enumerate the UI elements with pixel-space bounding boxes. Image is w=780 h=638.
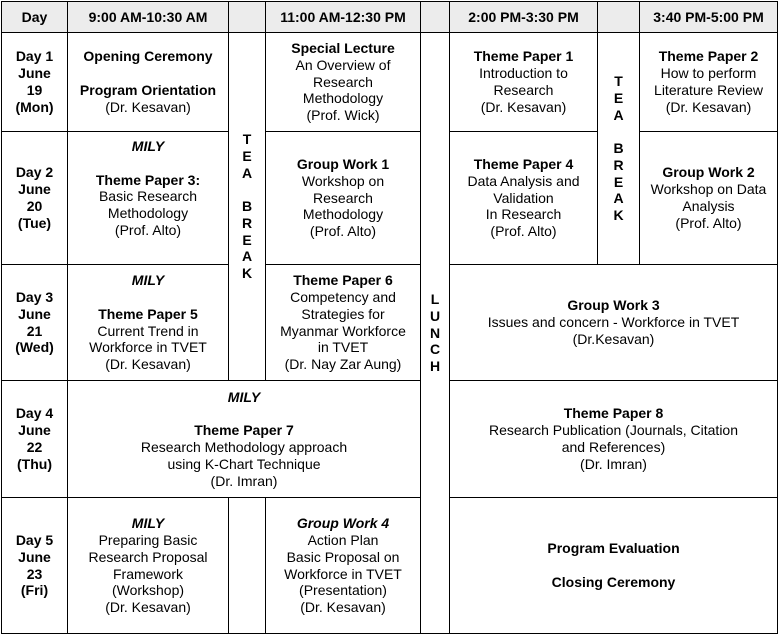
day-5-label: Day 5 June 23 (Fri) [2,498,68,634]
day-2-label: Day 2 June 20 (Tue) [2,132,68,265]
header-tea-gap-1 [229,2,266,33]
schedule-table [1,1,778,634]
day-1-session-4: Theme Paper 2 How to perform Literature Review (Dr. Kesavan) [640,33,778,132]
table-row [2,265,778,381]
day-5-session-3-4: Program Evaluation Closing Ceremony [450,498,778,634]
day-1-session-3: Theme Paper 1 Introduction to Research (Dr. Kesavan) [450,33,598,132]
day-5-session-2: Group Work 4 Action Plan Basic Proposal on Workforce in TVET (Presentation) (Dr. Kesavan) [266,498,421,634]
day-4-label: Day 4 June 22 (Thu) [2,381,68,498]
day-3-label: Day 3 June 21 (Wed) [2,265,68,381]
day-5-session-1: MILY Preparing Basic Research Proposal Framework (Workshop) (Dr. Kesavan) [68,498,229,634]
day-4-session-1-2: MILY Theme Paper 7 Research Methodology approach using K-Chart Technique (Dr. Imran) [68,381,421,498]
day-1-session-2: Special Lecture An Overview of Research Methodology (Prof. Wick) [266,33,421,132]
day-3-session-3-4: Group Work 3 Issues and concern - Workforce in TVET (Dr.Kesavan) [450,265,778,381]
day-3-session-1: MILY Theme Paper 5 Current Trend in Workforce in TVET (Dr. Kesavan) [68,265,229,381]
table-row [2,498,778,634]
day-2-session-2: Group Work 1 Workshop on Research Methodology (Prof. Alto) [266,132,421,265]
lunch-break: L U N C H [421,33,450,634]
header-day: Day [2,2,68,33]
table-row [2,33,778,132]
header-slot-1: 9:00 AM-10:30 AM [68,2,229,33]
header-slot-3: 2:00 PM-3:30 PM [450,2,598,33]
tea-break-2: T E A B R E A K [598,33,640,265]
tea-break-1: T E A B R E A K [229,33,266,381]
header-slot-2: 11:00 AM-12:30 PM [266,2,421,33]
header-tea-gap-2 [598,2,640,33]
day-2-session-3: Theme Paper 4 Data Analysis and Validation In Research (Prof. Alto) [450,132,598,265]
day-1-label: Day 1 June 19 (Mon) [2,33,68,132]
table-row [2,132,778,265]
header-row [2,2,778,33]
table-row [2,381,778,498]
header-slot-4: 3:40 PM-5:00 PM [640,2,778,33]
day-3-session-2: Theme Paper 6 Competency and Strategies for Myanmar Workforce in TVET (Dr. Nay Zar Aung) [266,265,421,381]
day-2-session-4: Group Work 2 Workshop on Data Analysis (Prof. Alto) [640,132,778,265]
header-lunch-gap [421,2,450,33]
day-2-session-1: MILY Theme Paper 3: Basic Research Methodology (Prof. Alto) [68,132,229,265]
day-1-session-1: Opening Ceremony Program Orientation (Dr. Kesavan) [68,33,229,132]
day-5-tea-gap [229,498,266,634]
day-4-session-3-4: Theme Paper 8 Research Publication (Journals, Citation and References) (Dr. Imran) [450,381,778,498]
